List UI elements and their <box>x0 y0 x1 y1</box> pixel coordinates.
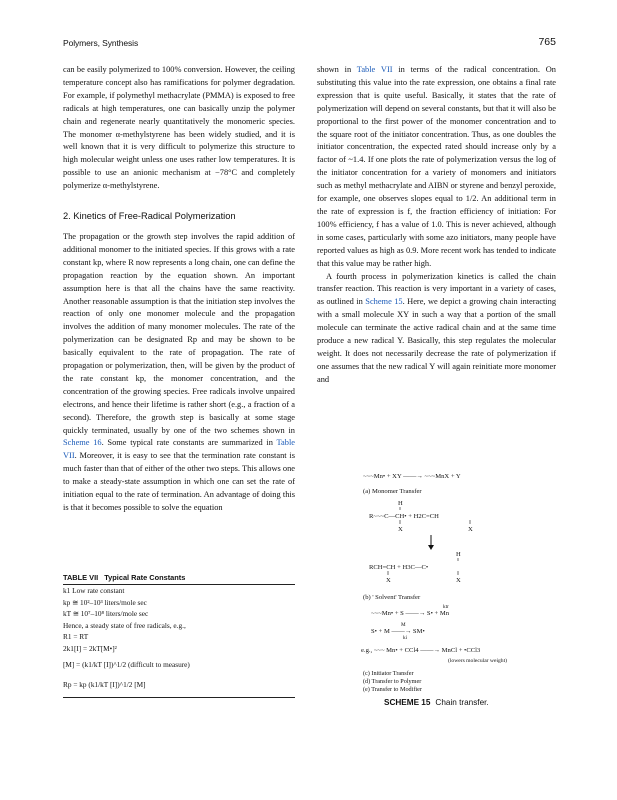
right-column <box>317 64 556 387</box>
scheme-caption: SCHEME 15 Chain transfer. <box>384 698 489 707</box>
scheme-15-link[interactable]: Scheme 15 <box>365 297 403 307</box>
scheme-a-h2: H <box>456 551 461 558</box>
scheme-b-line2: S• + M ——→ SM• <box>371 628 425 635</box>
scheme-b-k: ktr <box>443 604 449 610</box>
right-para-2: A fourth process in polymerization kinetics is called the chain transfer reaction. This reaction is very important in a variety of cases, as outlined in Scheme 15. Here, we depict a growing chain interacting with a small molecule XY in such a way that a portion of the small molecule can terminate the active radical chain and at the same time produce a new radical Y. Basically, this step regulates the molecular weight. It does not necessarily decrease the rate of polymerization if one assumes that the new radical Y will again reinitiate more monomer and <box>317 271 557 384</box>
scheme-b-title: (b) ' Solvent' Transfer <box>363 594 421 601</box>
table-title: TABLE VII Typical Rate Constants <box>63 573 295 585</box>
page-number: 765 <box>538 36 556 48</box>
table-row: 2k1[I] = 2kT[M•]² <box>63 643 117 653</box>
scheme-a-x4: X <box>456 577 461 584</box>
scheme-a-title: (a) Monomer Transfer <box>363 488 422 495</box>
scheme-a-line1: R~~~C—CH• + H2C=CH <box>369 513 439 520</box>
table-row: Hence, a steady state of free radicals, e.g., <box>63 620 186 630</box>
table-7-link-2[interactable]: Table VII <box>356 65 393 74</box>
right-para-1: shown in Table VII in terms of the radical concentration. On substituting this value into the rate expression, one obtains a final rate expression that is quite useful. Basically, it states that the rate of polymerization will depend on several constants, but that it will also be proportional to the first power of the monomer concentration and to the square root of the initiator concentration. Thus, as one doubles the initiator concentration, the expected rated should increase only by a factor of ~1.4. If one plots the rate of polymerization versus the log of the initiator concentration for a variety of monomers and initiators such as methyl methacrylate and AIBN or styrene and benzyl peroxide, for example, one observes slopes equal to 1/2. An additional term in the rate of expression is f, the fraction efficiency of initiation: For 100% efficiency, f has a value of 1.0. This is never achieved, although in some cases, particularly with some azo initiators, many people have reported values as high as 0.9. More recent work has tended to indicate that this value may be rather high. <box>317 65 556 268</box>
scheme-e: (e) Transfer to Modifier <box>363 686 422 693</box>
table-vii <box>63 573 295 698</box>
table-7-link[interactable]: Table VII <box>63 438 295 461</box>
table-row: kp ≅ 10²–10³ liters/mole sec <box>63 597 147 607</box>
scheme-a-h: H <box>398 500 403 507</box>
scheme-b-m: M <box>401 622 406 628</box>
scheme-a-x2: X <box>468 526 473 533</box>
scheme-eg-line: e.g., ~~~ Mn• + CCl4 ——→ MnCl + •CCl3 <box>361 647 481 654</box>
scheme-b-k2: ki <box>403 635 408 641</box>
scheme-d: (d) Transfer to Polymer <box>363 678 422 685</box>
scheme-a-x3: X <box>386 577 391 584</box>
scheme-a-x1: X <box>398 526 403 533</box>
section-heading: 2. Kinetics of Free-Radical Polymerization <box>63 211 236 222</box>
scheme-eg-note: (lowers molecular weight) <box>448 658 508 664</box>
scheme-15-figure <box>345 468 560 718</box>
scheme-b-line1: ~~~Mn• + S ——→ S• + Mn <box>371 610 450 617</box>
table-row: Rp = kp (k1/kT [I])^1/2 [M] <box>63 679 146 689</box>
left-column <box>63 64 295 515</box>
running-head: Polymers, Synthesis <box>63 38 139 48</box>
scheme-a-line2: RCH=CH + H3C—C• <box>369 564 429 571</box>
left-para-2: The propagation or the growth step involves the rapid addition of additional monomer to the initiated species. If this grows with a rate constant kp, where R now represents a long chain, one can define the propagation reaction by the equation shown. An important assumption here is that all the chains have the same reactivity. Another reasonable assumption is that the initiation step involves the reaction of only one monomer molecule and the propagation involves the addition of many monomer molecules. The rate of the polymerization can be designated Rp and may be shown to be basically equivalent to the rate of propagation. The rate of propagation or polymerization, then, will be given by the product of the rate constant kp, the monomer concentration, and the concentration of the growing species. Free radicals involve unpaired electrons, and hence their lifetime is rather short (e.g., a fraction of a second). Therefore, the growth step is basically at some stage quickly terminated, usually by one of the two schemes shown in Scheme 16. Some typical rate constants are summarized in Table VII. Moreover, it is easy to see that the termination rate constant is much faster than that of either of the other two steps. This allows one to make a steady-state assumption in which one can set the rate of initiation equal to the rate of termination. An advantage of doing this is that it becomes possible to solve the equation <box>63 231 295 512</box>
table-row: R1 = RT <box>63 632 89 642</box>
table-rule <box>63 697 295 698</box>
table-row: k1 Low rate constant <box>63 586 125 595</box>
table-row: kT ≅ 10⁷–10⁸ liters/mole sec <box>63 609 149 619</box>
scheme-c: (c) Initiator Transfer <box>363 670 414 677</box>
scheme-arrow-head <box>428 545 434 550</box>
scheme-16-link[interactable]: Scheme 16 <box>63 438 102 448</box>
scheme-top-equation: ~~~Mn• + XY ——→ ~~~MnX + Y <box>363 473 461 480</box>
left-para-1: can be easily polymerized to 100% conversion. However, the ceiling temperature concept also has ramifications for polymer degradation. For example, if polymethyl methacrylate (PMMA) is exposed to free radicals at high temperatures, one can basically unzip the polymer chain and regenerate nearly quantitatively the monomeric species. The monomer α-methylstyrene has been widely studied, and it is well known that it is very difficult to polymerize this structure to high molecular weight unless one uses rather low temperatures. It is possible to use an anionic mechanism at −78°C and completely polymerize α-methylstyrene. <box>63 65 295 191</box>
scheme-15-svg <box>345 468 560 698</box>
table-row: [M] = (k1/kT [I])^1/2 (difficult to measure) <box>63 659 190 669</box>
